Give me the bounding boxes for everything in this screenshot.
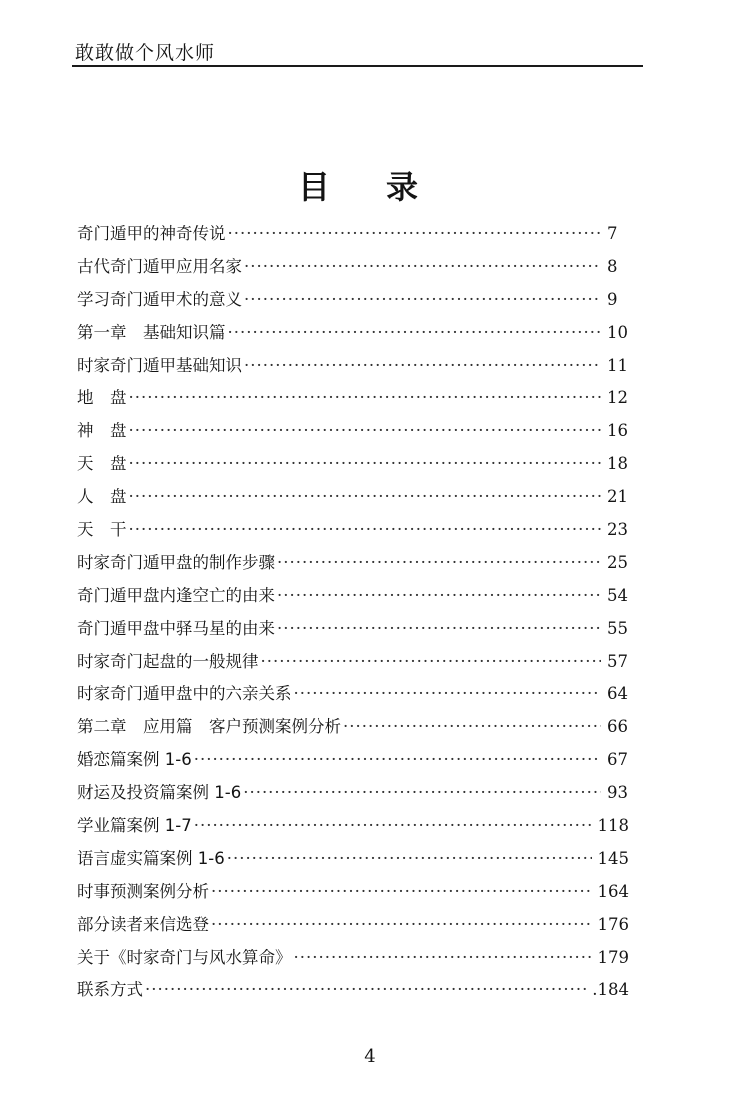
dot-leader [228, 218, 602, 251]
toc-entry-label: 婚恋篇案例 1-6 [77, 750, 192, 770]
toc-entry-label: 神 盘 [77, 421, 127, 441]
toc-entry [77, 580, 629, 613]
toc-entry [77, 382, 629, 415]
toc-entry [77, 942, 629, 975]
toc-entry [77, 284, 629, 317]
dot-leader [261, 646, 602, 679]
dot-leader [244, 350, 601, 383]
dot-leader [244, 284, 601, 317]
toc-entry-page: 16 [607, 421, 628, 441]
toc-entry-page: .184 [592, 980, 629, 1000]
page-number: 4 [364, 1046, 376, 1067]
dot-leader [277, 613, 601, 646]
dot-leader [129, 448, 602, 481]
toc-entry-label: 学习奇门遁甲术的意义 [77, 289, 242, 309]
toc-entry-label: 学业篇案例 1-7 [77, 816, 192, 836]
dot-leader [211, 909, 592, 942]
toc-entry [77, 481, 629, 514]
toc-entry [77, 777, 629, 810]
dot-leader [294, 942, 592, 975]
toc-entry-page: 23 [607, 520, 628, 540]
toc-entry [77, 810, 629, 843]
toc-entry-page: 10 [607, 322, 628, 342]
dot-leader [145, 974, 586, 1007]
running-header: 敢敢做个风水师 [75, 42, 216, 64]
toc-entry-label: 第一章 基础知识篇 [77, 322, 226, 342]
toc-entry-label: 第二章 应用篇 客户预测案例分析 [77, 717, 341, 737]
toc-entry [77, 646, 629, 679]
dot-leader [129, 382, 602, 415]
dot-leader [228, 317, 602, 350]
toc-entry-label: 联系方式 [77, 980, 143, 1000]
toc-entry-label: 人 盘 [77, 487, 127, 507]
toc-entry-page: 67 [607, 750, 628, 770]
dot-leader [243, 777, 601, 810]
toc-entry [77, 350, 629, 383]
toc-entry-page: 9 [607, 289, 618, 309]
toc-entry-label: 奇门遁甲盘中驿马星的由来 [77, 618, 275, 638]
dot-leader [277, 547, 601, 580]
dot-leader [129, 514, 602, 547]
toc-entry [77, 448, 629, 481]
toc-entry-label: 时家奇门遁甲基础知识 [77, 355, 242, 375]
toc-entry-page: 93 [607, 783, 628, 803]
toc-entry-page: 12 [607, 388, 628, 408]
toc-entry-page: 21 [607, 487, 628, 507]
toc-entry [77, 547, 629, 580]
toc-entry [77, 744, 629, 777]
dot-leader [129, 481, 602, 514]
toc-entry-page: 8 [607, 256, 618, 276]
toc-entry-page: 57 [607, 651, 628, 671]
toc-entry-page: 64 [607, 684, 628, 704]
dot-leader [244, 251, 601, 284]
toc-entry [77, 251, 629, 284]
toc-entry-label: 古代奇门遁甲应用名家 [77, 256, 242, 276]
dot-leader [227, 843, 592, 876]
toc-entry-page: 66 [607, 717, 628, 737]
toc-entry-page: 11 [607, 355, 628, 375]
toc-entry-label: 时事预测案例分析 [77, 881, 209, 901]
table-of-contents [77, 218, 629, 1007]
toc-entry [77, 974, 629, 1007]
toc-entry-page: 176 [597, 914, 629, 934]
toc-entry-page: 164 [597, 881, 629, 901]
toc-entry [77, 514, 629, 547]
toc-entry-label: 奇门遁甲的神奇传说 [77, 224, 226, 243]
dot-leader [194, 810, 592, 843]
toc-entry-label: 时家奇门遁甲盘中的六亲关系 [77, 684, 292, 704]
toc-entry [77, 843, 629, 876]
toc-entry [77, 876, 629, 909]
toc-entry-page: 7 [607, 224, 618, 243]
toc-entry [77, 415, 629, 448]
dot-leader [343, 711, 601, 744]
toc-entry [77, 218, 629, 251]
dot-leader [294, 678, 602, 711]
toc-entry-page: 18 [607, 454, 628, 474]
toc-entry-label: 财运及投资篇案例 1-6 [77, 783, 242, 803]
toc-entry-page: 54 [607, 585, 628, 605]
toc-entry [77, 613, 629, 646]
toc-entry-label: 奇门遁甲盘内逢空亡的由来 [77, 585, 275, 605]
dot-leader [211, 876, 592, 909]
toc-entry-label: 语言虚实篇案例 1-6 [77, 848, 225, 868]
toc-title: 目录 [297, 168, 474, 206]
toc-entry-page: 25 [607, 552, 628, 572]
toc-entry-label: 天 干 [77, 520, 127, 540]
toc-entry-label: 时家奇门起盘的一般规律 [77, 651, 259, 671]
toc-entry-label: 关于《时家奇门与风水算命》 [77, 947, 292, 967]
dot-leader [129, 415, 602, 448]
toc-entry-label: 时家奇门遁甲盘的制作步骤 [77, 552, 275, 572]
toc-entry-page: 145 [597, 848, 629, 868]
toc-entry [77, 711, 629, 744]
toc-entry [77, 909, 629, 942]
dot-leader [277, 580, 601, 613]
header-rule [72, 65, 643, 67]
toc-entry [77, 317, 629, 350]
dot-leader [194, 744, 601, 777]
toc-entry-label: 天 盘 [77, 454, 127, 474]
toc-entry [77, 678, 629, 711]
toc-entry-label: 地 盘 [77, 388, 127, 408]
toc-entry-page: 55 [607, 618, 628, 638]
toc-entry-label: 部分读者来信选登 [77, 914, 209, 934]
toc-entry-page: 179 [597, 947, 629, 967]
toc-entry-page: 118 [597, 816, 629, 836]
